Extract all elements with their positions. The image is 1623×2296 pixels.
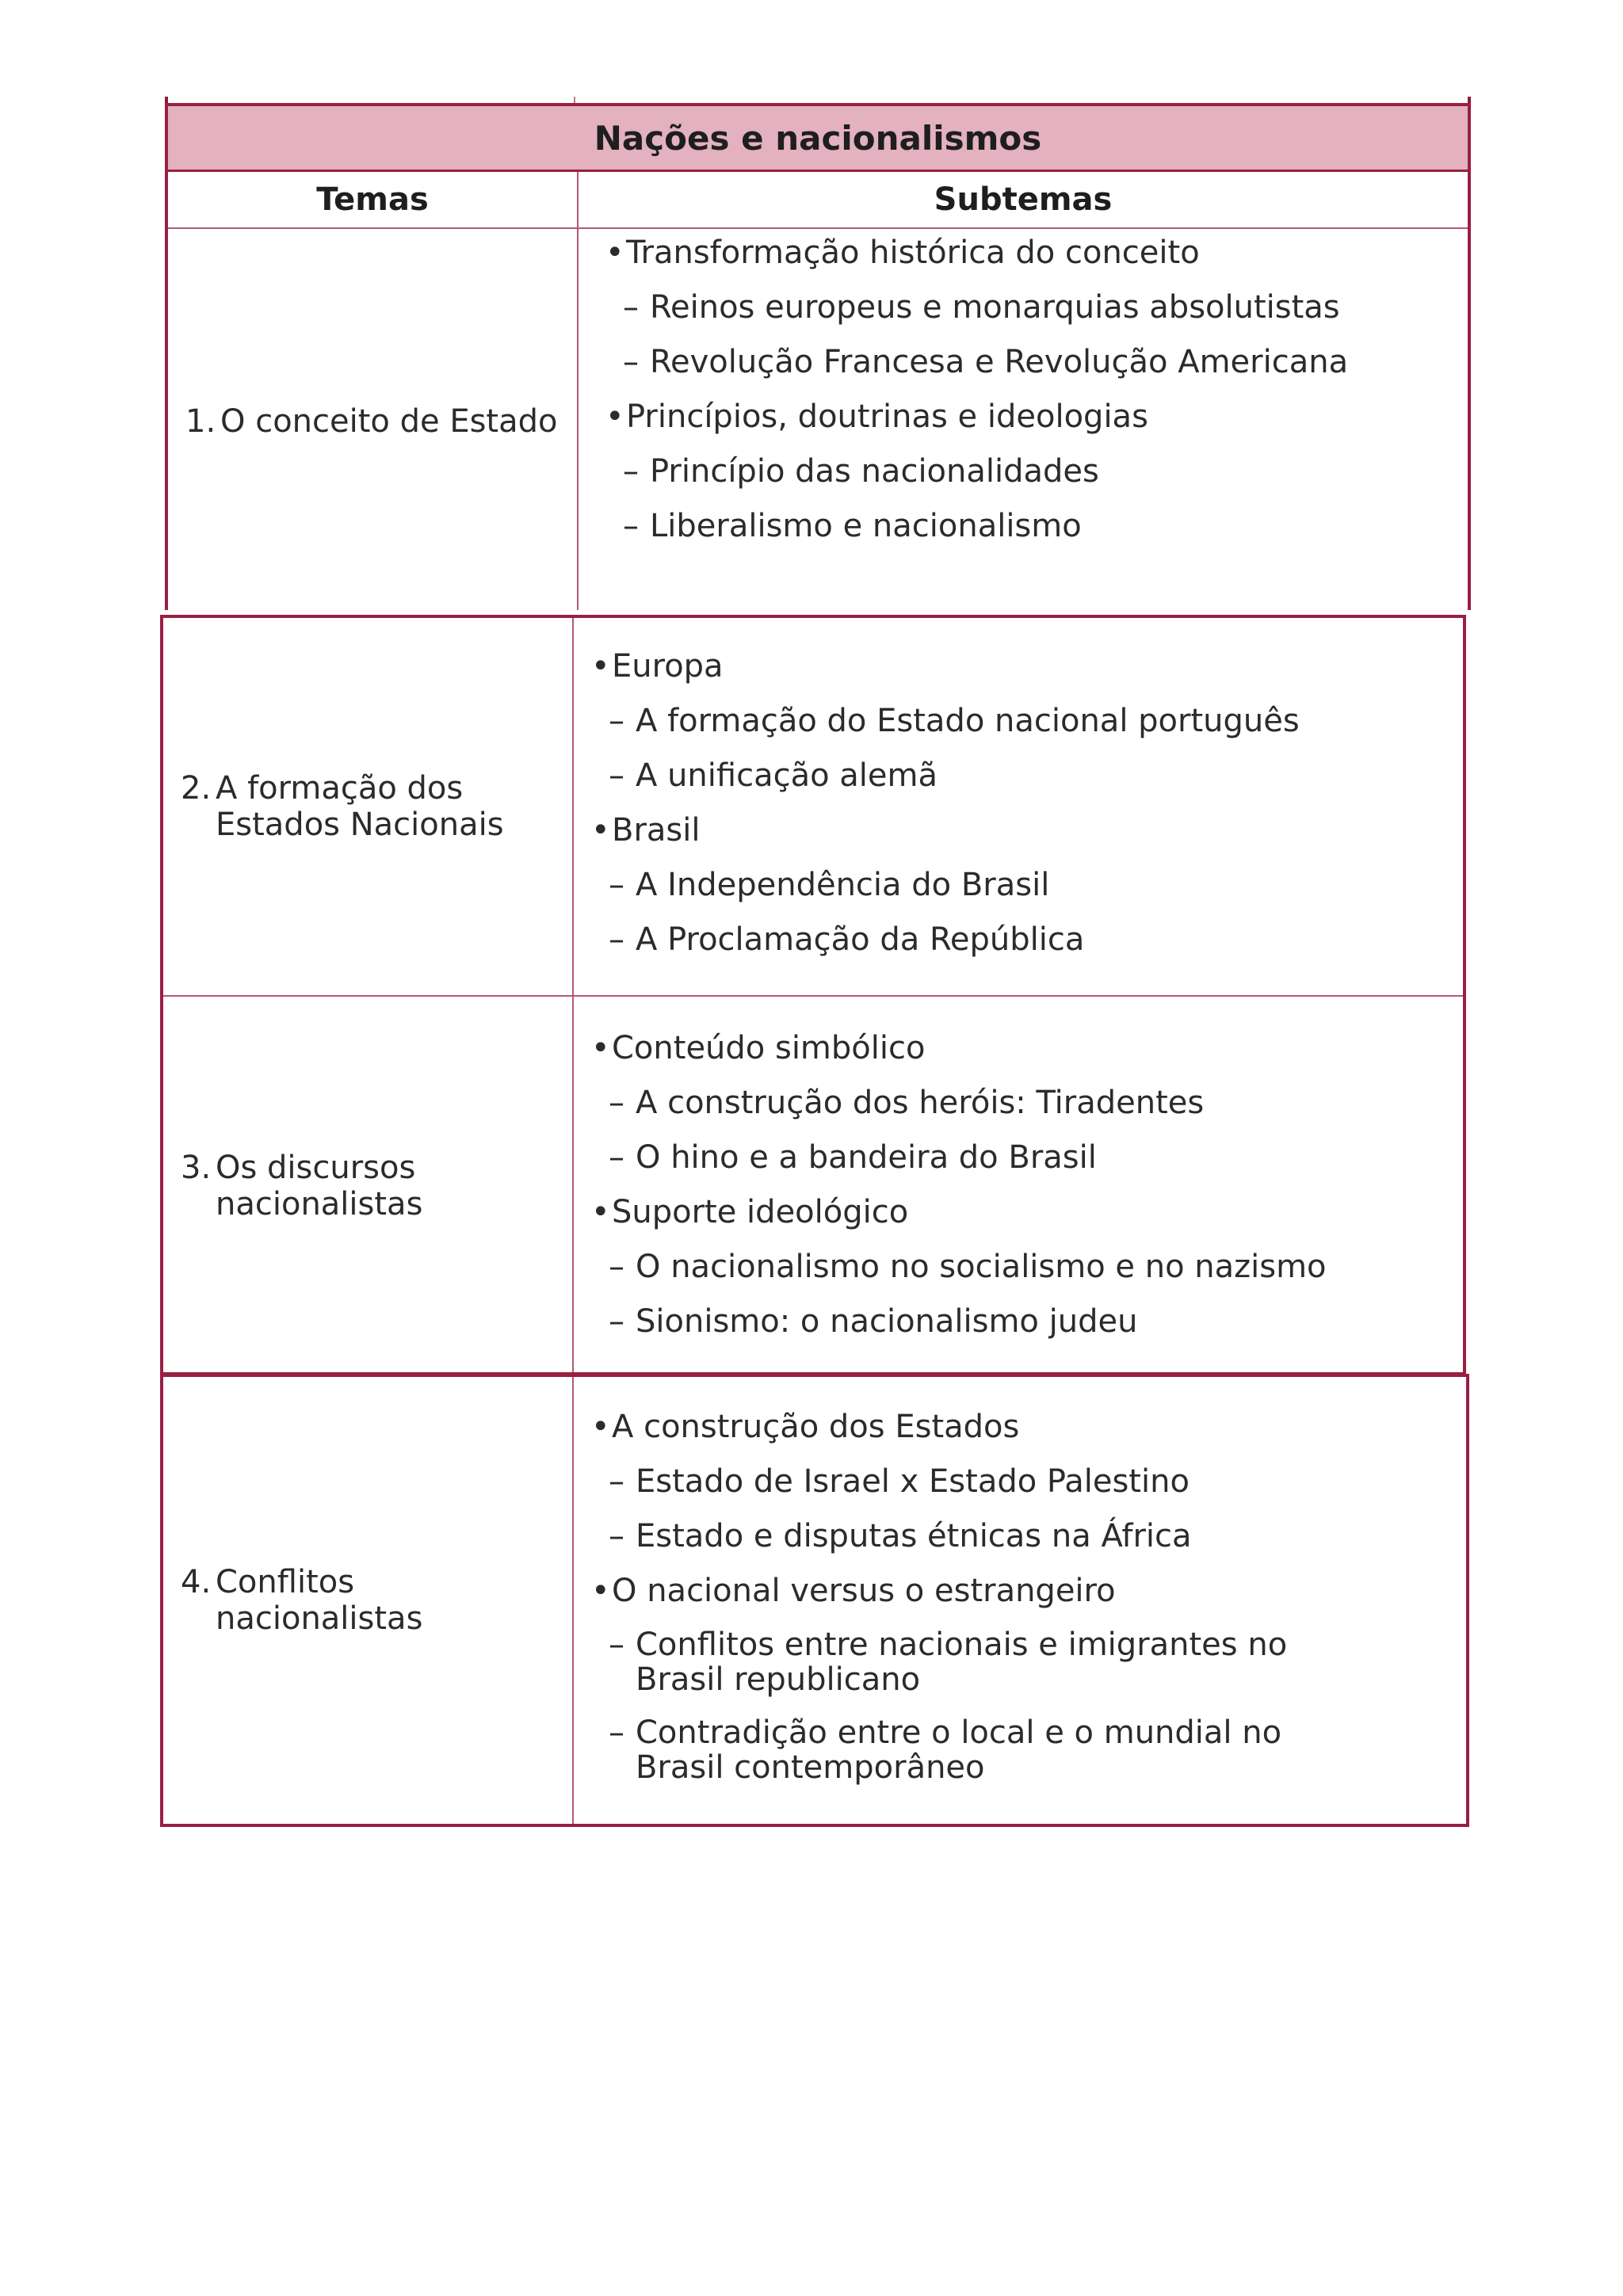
subtheme-subitem: – Estado e disputas étnicas na África <box>590 1518 1335 1554</box>
theme-text: nacionalistas <box>216 1186 423 1222</box>
theme-number: 4. <box>181 1564 212 1600</box>
subtheme-subitem: – Estado de Israel x Estado Palestino <box>590 1463 1335 1500</box>
subtheme-subitem: – Revolução Francesa e Revolução Americana <box>604 344 1452 380</box>
subtheme-item: • Transformação histórica do conceito <box>604 235 1452 271</box>
theme-line <box>181 1564 422 1600</box>
theme-number: 1. <box>185 402 216 440</box>
table-section-top <box>165 103 1471 610</box>
subtheme-subitem: – A Independência do Brasil <box>590 867 1447 903</box>
subtheme-cell-2 <box>590 648 1447 976</box>
theme-line <box>181 1600 422 1637</box>
subtheme-cell-3 <box>590 1030 1447 1358</box>
subtheme-subitem: – A construção dos heróis: Tiradentes <box>590 1085 1447 1121</box>
theme-text: Conflitos <box>216 1564 355 1600</box>
subtheme-list <box>590 648 1447 958</box>
subtheme-item: • O nacional versus o estrangeiro <box>590 1573 1335 1609</box>
theme-text: Os discursos <box>216 1150 416 1186</box>
theme-line <box>181 1150 422 1186</box>
theme-text: nacionalistas <box>216 1600 423 1637</box>
column-header-subthemes: Subtemas <box>934 181 1113 218</box>
theme-text: A formação dos <box>216 770 464 807</box>
theme-line <box>181 1186 422 1222</box>
theme-cell-1 <box>168 229 577 613</box>
subtheme-subitem: – O nacionalismo no socialismo e no nazismo <box>590 1249 1447 1285</box>
subtheme-cell-4 <box>590 1409 1335 1803</box>
table-section-middle <box>160 615 1466 1375</box>
subtheme-subitem: – A Proclamação da República <box>590 921 1447 958</box>
subtheme-cell-1 <box>604 235 1452 563</box>
column-header-row <box>168 172 1468 229</box>
theme-number: 2. <box>181 770 212 807</box>
subtheme-subitem: – A formação do Estado nacional português <box>590 703 1447 739</box>
subtheme-list <box>590 1409 1335 1785</box>
subtheme-item: • Conteúdo simbólico <box>590 1030 1447 1066</box>
subtheme-subitem: – Conflitos entre nacionais e imigrantes no Brasil republicano <box>590 1627 1335 1697</box>
subtheme-list <box>604 235 1452 544</box>
subtheme-subitem: – Sionismo: o nacionalismo judeu <box>590 1303 1447 1340</box>
theme-text: Estados Nacionais <box>216 807 504 843</box>
subtheme-subitem: – O hino e a bandeira do Brasil <box>590 1139 1447 1176</box>
column-divider <box>577 172 579 610</box>
subtheme-subitem: – Princípio das nacionalidades <box>604 453 1452 490</box>
theme-line <box>181 770 504 807</box>
subtheme-subitem: – Liberalismo e nacionalismo <box>604 508 1452 544</box>
subtheme-item: • A construção dos Estados <box>590 1409 1335 1445</box>
subtheme-item: • Europa <box>590 648 1447 685</box>
theme-line <box>181 807 504 843</box>
theme-number: 3. <box>181 1150 212 1186</box>
subtheme-item: • Suporte ideológico <box>590 1194 1447 1230</box>
column-header-themes: Temas <box>316 181 429 218</box>
table-section-bottom <box>160 1374 1469 1827</box>
column-divider <box>572 1377 574 1824</box>
theme-cell-4 <box>163 1377 572 1824</box>
subtheme-subitem: – Reinos europeus e monarquias absolutistas <box>604 289 1452 326</box>
theme-cell-2 <box>163 618 572 995</box>
subtheme-subitem: – A unificação alemã <box>590 757 1447 794</box>
theme-line <box>185 403 558 440</box>
theme-text: O conceito de Estado <box>220 402 558 440</box>
subtheme-item: • Princípios, doutrinas e ideologias <box>604 399 1452 435</box>
table-title: Nações e nacionalismos <box>168 106 1468 172</box>
subtheme-subitem: – Contradição entre o local e o mundial no Brasil contemporâneo <box>590 1715 1335 1785</box>
subtheme-item: • Brasil <box>590 812 1447 849</box>
theme-cell-3 <box>163 997 572 1375</box>
subtheme-list <box>590 1030 1447 1340</box>
